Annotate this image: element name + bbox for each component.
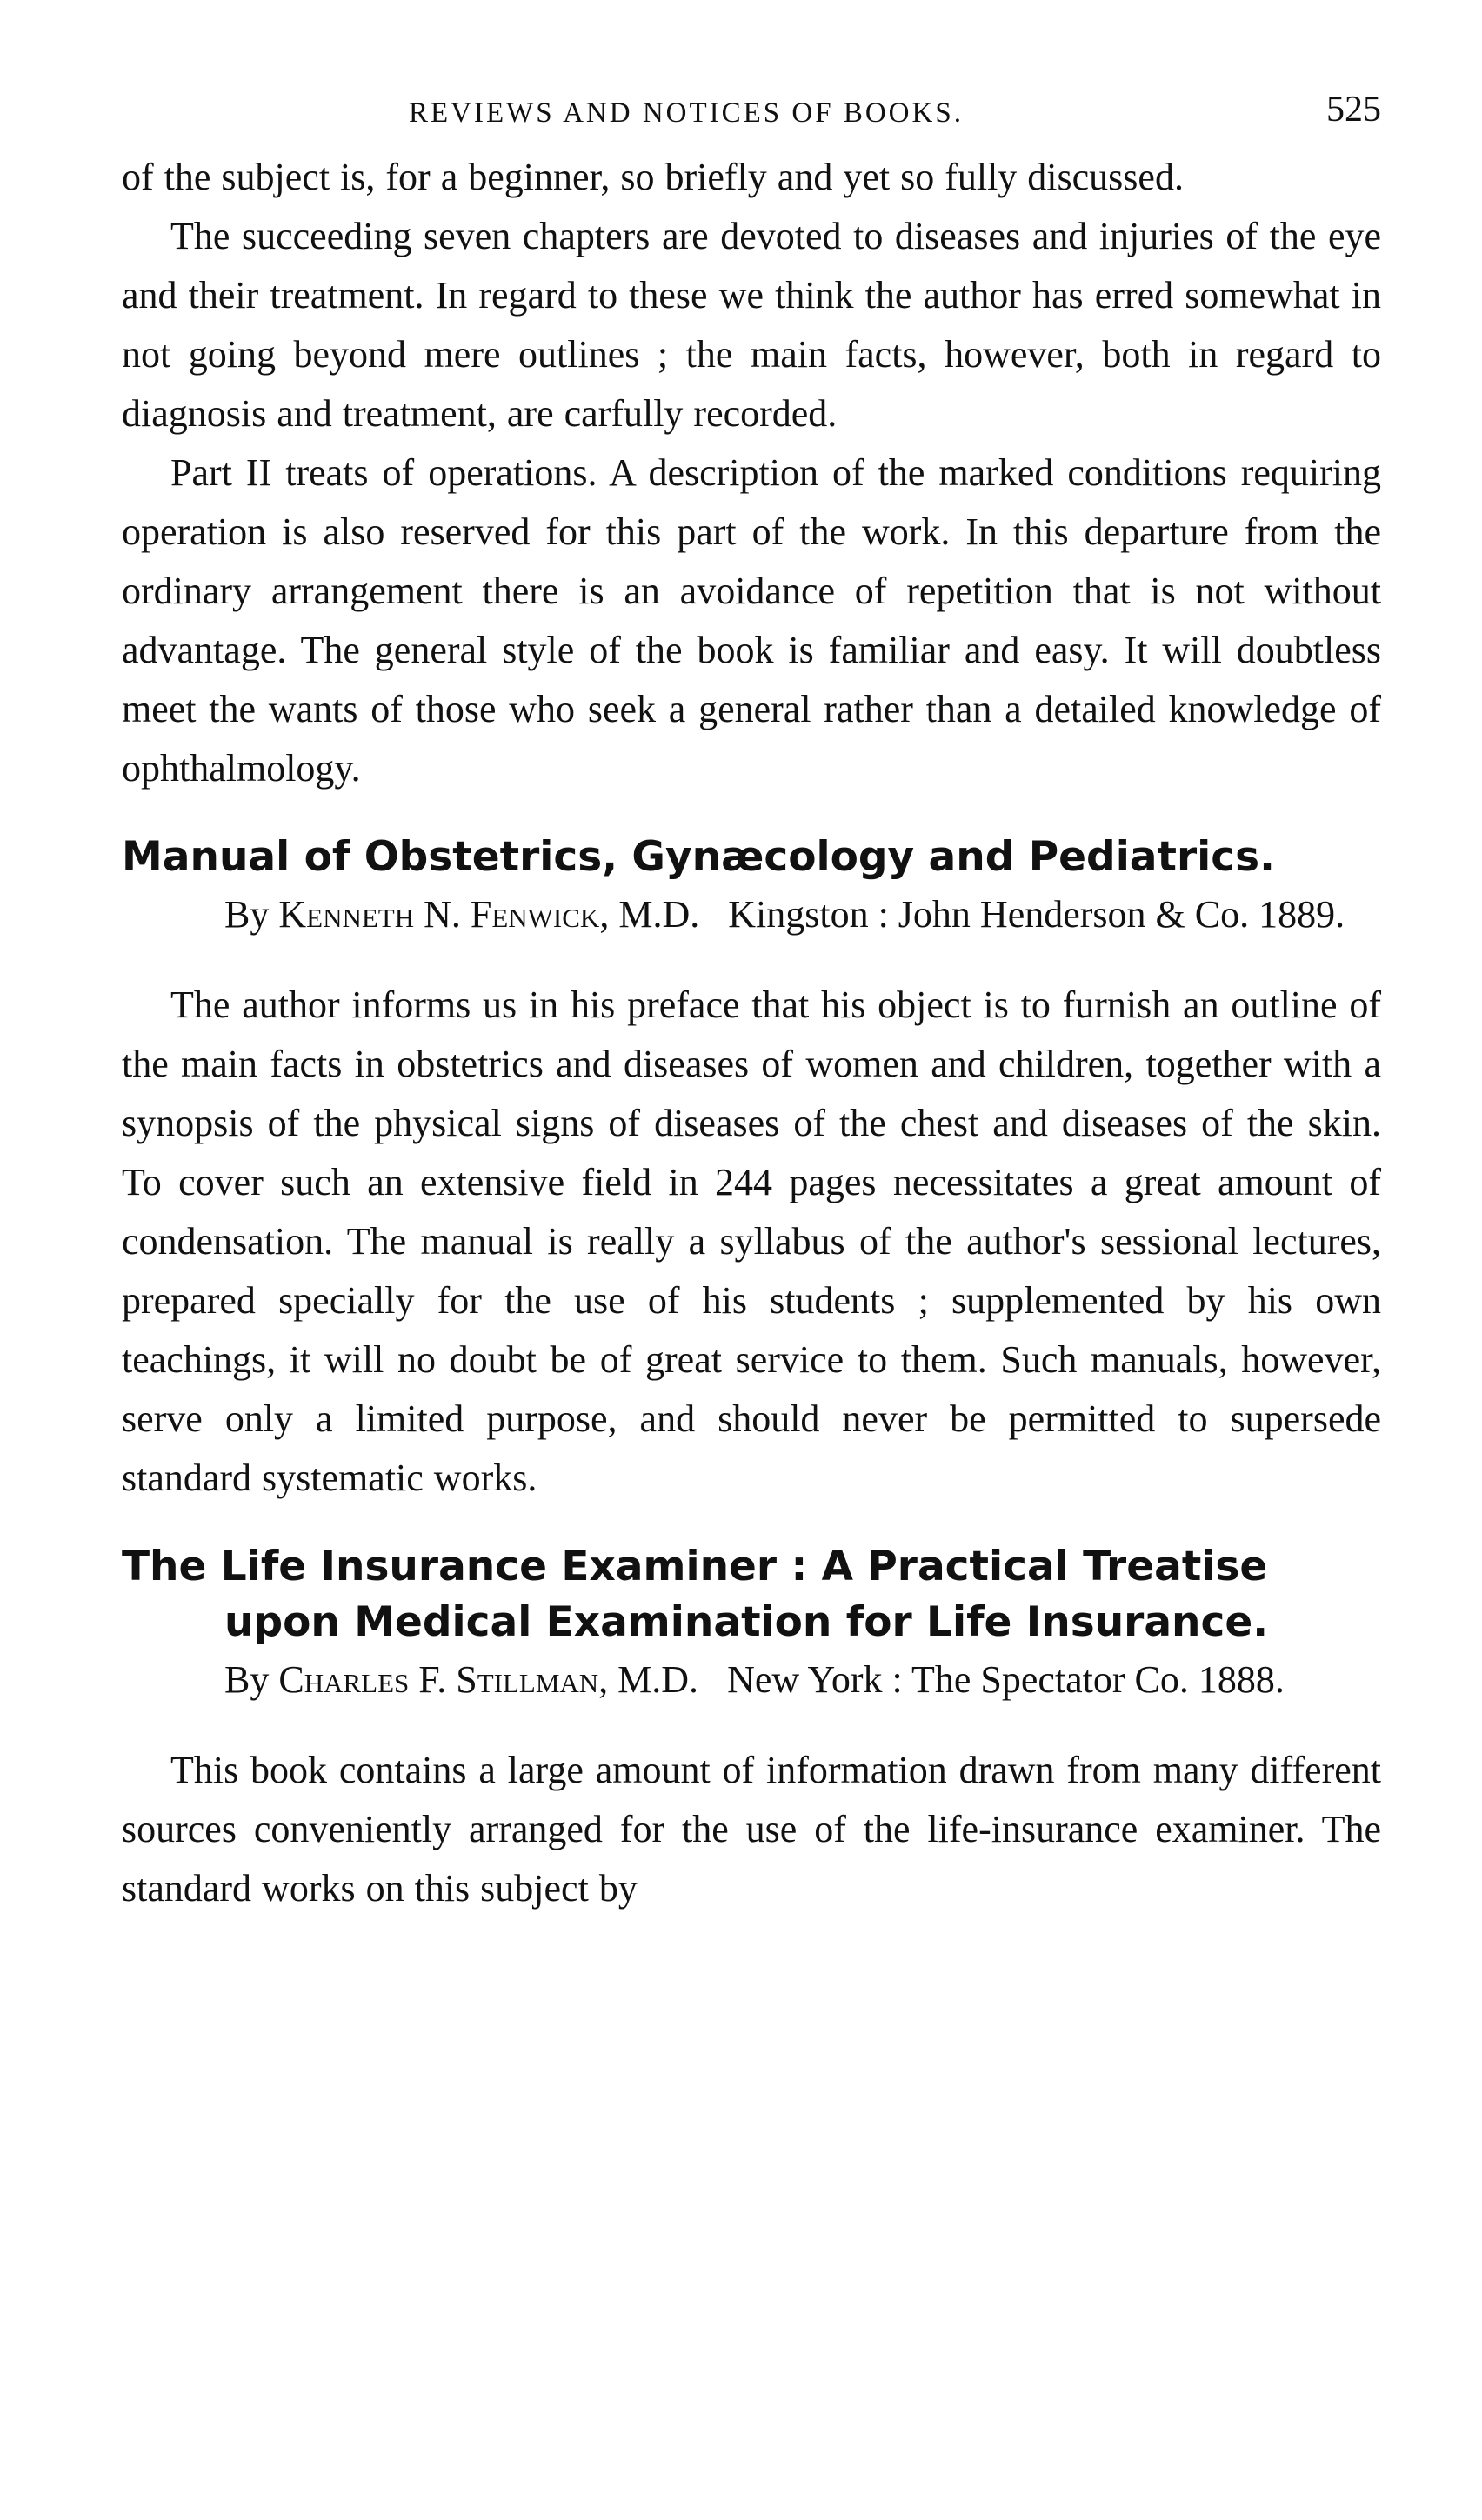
review-body: The author informs us in his preface that his object is to furnish an outline of the main facts in obstetrics and diseases of women and children, together with a synopsis of the physical signs of diseases of the chest and diseases of the skin. To cover such an extensive field in 244 pages necessitates a great amount of condensation. The manual is really a syllabus of the author's sessional lectures, prepared specially for the use of his students ; supplemented by his own teachings, it will no doubt be of great service to them. Such manuals, however, serve only a limited purpose, and should never be permitted to supersede standard systematic works. xyxy=(122,983,1381,1499)
review-byline xyxy=(122,885,1381,944)
intro-paragraph-chapters: The succeeding seven chapters are devoted to diseases and injuries of the eye and their treatment. In regard to these we think the author has erred somewhat in not going beyond mere outlines ; the main facts, however, both in regard to diagnosis and treatment, are carfully recorded. xyxy=(122,215,1381,435)
review-title: Manual of Obstetrics, Gynæcology and Pediatrics. xyxy=(122,833,1275,881)
byline-by: By xyxy=(224,1658,270,1701)
page-number: 525 xyxy=(1326,90,1381,130)
review-life-insurance-examiner xyxy=(122,1539,1381,1918)
intro-paragraph-operations: Part II treats of operations. A description of the marked conditions requiring operation is also reserved for this part of the work. In this departure from the ordinary arrangement there is an avoidance of repetition that is not without advantage. The general style of the book is familiar and easy. It will doubtless meet the wants of those who seek a general rather than a detailed knowledge of ophthalmology. xyxy=(122,451,1381,790)
review-author: Charles F. Stillman, M.D. xyxy=(278,1658,699,1701)
running-title: REVIEWS AND NOTICES OF BOOKS. xyxy=(409,97,964,129)
review-obstetrics-manual xyxy=(122,830,1381,1508)
review-body: This book contains a large amount of information drawn from many different sources conveniently arranged for the use of the life-insurance examiner. The standard works on this subject by xyxy=(122,1749,1381,1910)
review-byline xyxy=(122,1650,1381,1710)
byline-by: By xyxy=(224,893,270,936)
running-header xyxy=(122,78,1381,148)
intro-paragraph-continued: of the subject is, for a beginner, so briefly and yet so fully discussed. xyxy=(122,156,1184,198)
book-page xyxy=(122,78,1381,1918)
review-publication: Kingston : John Henderson & Co. 1889. xyxy=(728,893,1345,936)
review-publication: New York : The Spectator Co. 1888. xyxy=(727,1658,1285,1701)
review-author: Kenneth N. Fenwick, M.D. xyxy=(278,893,700,936)
review-title: The Life Insurance Examiner : A Practical Treatise upon Medical Examination for Life Insurance. xyxy=(122,1543,1269,1646)
